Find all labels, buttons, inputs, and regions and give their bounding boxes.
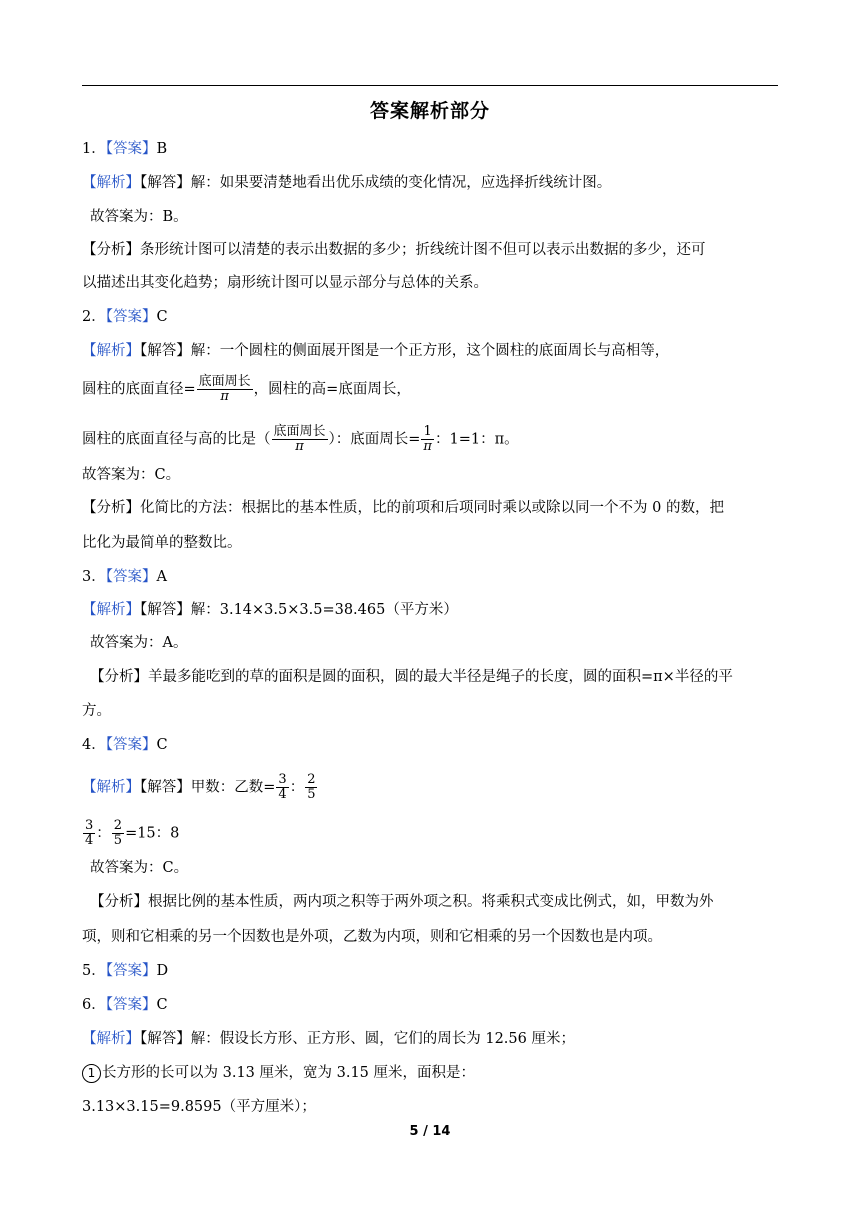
ratio-colon: ： — [96, 825, 111, 842]
answer-tag: 【答案】 — [105, 963, 157, 979]
page-title: 答案解析部分 — [369, 100, 490, 122]
fraction-denominator: 4 — [85, 833, 94, 848]
q1-fenxi-text1: 条形统计图可以清楚的表示出数据的多少；折线统计图不但可以表示出数据的多少，还可 — [140, 242, 706, 258]
jieda-tag: 【解答】 — [140, 343, 191, 359]
jieda-tag: 【解答】 — [140, 1031, 191, 1047]
q2-l2b: ，圆柱的高=底面周长， — [253, 381, 411, 398]
q3-jieda-text: 解：3.14×3.5×3.5=38.465（平方米） — [190, 602, 458, 618]
fraction-numerator: 2 — [113, 818, 123, 833]
fraction-denominator: 5 — [113, 833, 123, 848]
q4-fenxi-text1: 根据比例的基本性质，两内项之积等于两外项之积。将乘积式变成比例式，如，甲数为外 — [148, 894, 714, 910]
fraction-numerator: 底面周长 — [273, 424, 326, 439]
q1-answer-line — [82, 139, 782, 159]
jiexi-tag: 【解析】 — [82, 343, 140, 359]
q5-number: 5． — [82, 963, 106, 979]
q2-ratio-line — [82, 425, 782, 454]
q4-calc-tail: =15：8 — [125, 825, 180, 842]
fenxi-tag: 【分析】 — [82, 500, 140, 516]
q2-l3a: 圆柱的底面直径与高的比是（ — [82, 431, 271, 448]
fraction-numerator: 1 — [421, 425, 434, 440]
fraction-denominator: π — [220, 389, 229, 404]
answer-tag: 【答案】 — [105, 737, 157, 753]
q6-number: 6． — [82, 997, 106, 1013]
q4-number: 4． — [82, 737, 106, 753]
q6-answer-line — [82, 995, 782, 1015]
answer-tag: 【答案】 — [105, 141, 157, 157]
q5-answer-line — [82, 961, 782, 981]
q2-l3b: ）：底面周长= — [328, 431, 421, 448]
q2-answer: C — [156, 309, 168, 325]
fenxi-tag: 【分析】 — [90, 669, 148, 685]
q4-jieda-line — [82, 773, 782, 802]
fraction-denominator: 4 — [278, 787, 287, 802]
page-number: 5 / 14 — [409, 1124, 451, 1139]
jiexi-tag: 【解析】 — [82, 1031, 140, 1047]
fraction-denominator: π — [295, 439, 304, 454]
fraction-numerator: 3 — [85, 818, 94, 833]
q1-result: 故答案为：B。 — [90, 209, 188, 225]
fraction — [83, 819, 95, 848]
answer-tag: 【答案】 — [105, 309, 157, 325]
q4-fenxi-line2: 项，则和它相乘的另一个因数也是外项，乙数为内项，则和它相乘的另一个因数也是内项。 — [82, 929, 662, 945]
q3-fenxi-line2: 方。 — [82, 703, 111, 719]
fenxi-tag: 【分析】 — [90, 894, 148, 910]
q4-answer: C — [156, 737, 168, 753]
q2-l2a: 圆柱的底面直径= — [82, 381, 196, 398]
fraction-denominator: 5 — [307, 787, 316, 802]
jiexi-tag: 【解析】 — [82, 779, 140, 796]
q6-answer: C — [156, 997, 168, 1013]
answer-tag: 【答案】 — [105, 997, 157, 1013]
jiexi-tag: 【解析】 — [82, 602, 140, 618]
q5-answer: D — [156, 963, 169, 979]
q2-jieda-line — [82, 341, 782, 361]
q2-fenxi-line1 — [82, 498, 782, 518]
q2-fenxi-text1: 化简比的方法：根据比的基本性质，比的前项和后项同时乘以或除以同一个不为 0 的数，把 — [140, 500, 724, 516]
q4-result: 故答案为：C。 — [90, 860, 189, 876]
fraction — [305, 773, 317, 802]
q3-result: 故答案为：A。 — [90, 635, 188, 651]
fraction — [112, 819, 124, 848]
q3-jieda-line — [82, 600, 782, 620]
jieda-tag: 【解答】 — [140, 602, 191, 618]
ratio-colon: ： — [289, 779, 305, 796]
q2-fenxi-line2: 比化为最简单的整数比。 — [82, 535, 242, 551]
q1-jieda-line — [82, 173, 782, 193]
q3-fenxi-text1: 羊最多能吃到的草的面积是圆的面积，圆的最大半径是绳子的长度，圆的面积=π×半径的平 — [148, 669, 733, 685]
q1-number: 1． — [82, 141, 106, 157]
q2-diameter-line — [82, 375, 782, 404]
q3-answer: A — [156, 569, 167, 585]
fraction-numerator: 2 — [307, 772, 316, 787]
q3-answer-line — [82, 567, 782, 587]
jieda-tag: 【解答】 — [140, 779, 191, 796]
fenxi-tag: 【分析】 — [82, 242, 140, 258]
q2-result: 故答案为：C。 — [82, 467, 181, 483]
q4-answer-line — [82, 735, 782, 755]
q2-answer-line — [82, 307, 782, 327]
q4-jieda-text: 甲数：乙数= — [190, 779, 276, 796]
q6-rect-line — [82, 1063, 782, 1083]
fraction — [421, 425, 434, 454]
jiexi-tag: 【解析】 — [82, 175, 140, 191]
q4-calc-line — [82, 819, 782, 848]
fraction-numerator: 3 — [278, 772, 287, 787]
fraction-denominator: π — [423, 439, 432, 454]
q2-number: 2． — [82, 309, 106, 325]
q6-jieda-line — [82, 1029, 782, 1049]
q2-l3c: ：1=1：π。 — [434, 431, 519, 448]
q3-number: 3． — [82, 569, 106, 585]
q6-area-line: 3.13×3.15=9.8595（平方厘米）； — [82, 1099, 316, 1115]
jieda-tag: 【解答】 — [140, 175, 191, 191]
q2-jieda-text: 解：一个圆柱的侧面展开图是一个正方形，这个圆柱的底面周长与高相等， — [190, 343, 670, 359]
q6-rect-text: 长方形的长可以为 3.13 厘米，宽为 3.15 厘米，面积是： — [102, 1065, 476, 1081]
fraction — [197, 375, 253, 404]
fraction — [272, 425, 328, 454]
q4-fenxi-line1 — [90, 892, 790, 912]
q1-answer: B — [156, 141, 168, 157]
circled-number: 1 — [82, 1064, 101, 1083]
answer-tag: 【答案】 — [105, 569, 157, 585]
q3-fenxi-line1 — [90, 667, 790, 687]
q1-fenxi-line2: 以描述出其变化趋势；扇形统计图可以显示部分与总体的关系。 — [82, 275, 488, 291]
fraction-numerator: 底面周长 — [198, 374, 251, 389]
q6-jieda-text: 解：假设长方形、正方形、圆，它们的周长为 12.56 厘米； — [190, 1031, 575, 1047]
header-rule — [82, 85, 778, 86]
fraction — [276, 773, 288, 802]
q1-fenxi-line1 — [82, 240, 782, 260]
q1-jieda-text: 解：如果要清楚地看出优乐成绩的变化情况，应选择折线统计图。 — [190, 175, 612, 191]
